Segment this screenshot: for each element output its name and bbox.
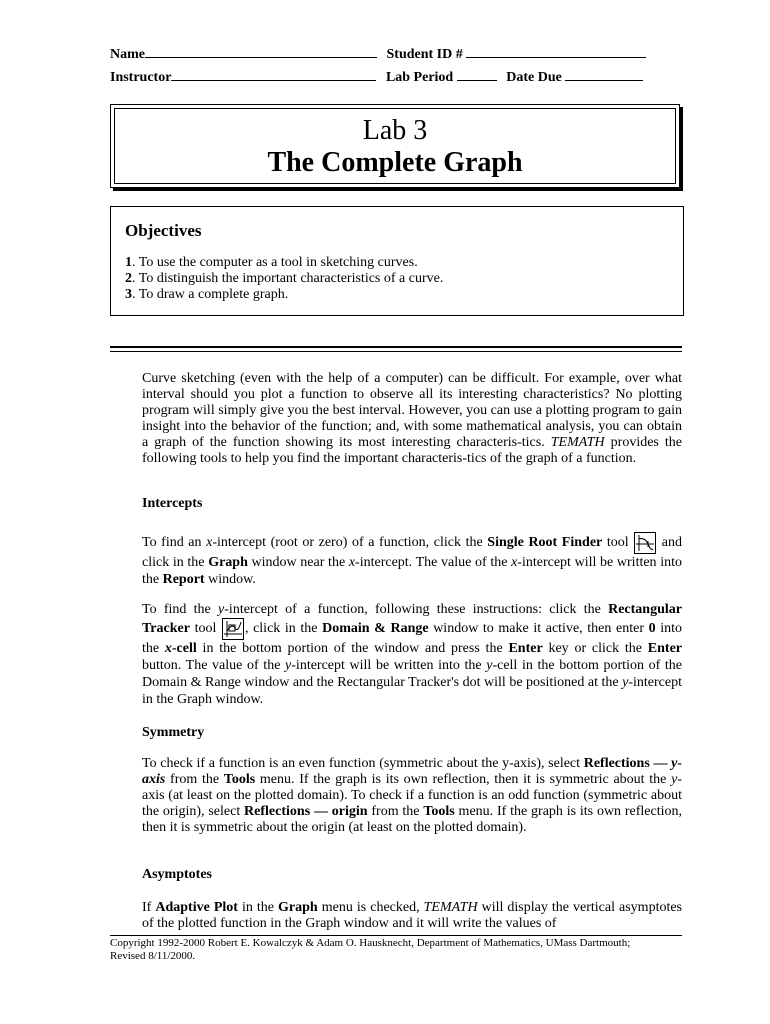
intercepts-heading: Intercepts bbox=[142, 496, 203, 511]
title-box bbox=[110, 104, 680, 188]
student-id-blank bbox=[466, 45, 646, 58]
objectives-list bbox=[125, 255, 443, 303]
title-inner-frame bbox=[114, 108, 676, 184]
date-due-blank bbox=[565, 68, 643, 81]
asymptotes-heading: Asymptotes bbox=[142, 867, 212, 882]
objective-item: 2. To distinguish the important characteristics of a curve. bbox=[125, 271, 444, 286]
symmetry-heading: Symmetry bbox=[142, 725, 205, 740]
lab-period-blank bbox=[457, 68, 497, 81]
objectives-heading: Objectives bbox=[125, 221, 202, 240]
student-id-label: Student ID # bbox=[386, 47, 463, 62]
footer bbox=[110, 937, 630, 963]
lab-subtitle: The Complete Graph bbox=[267, 147, 523, 178]
name-blank bbox=[145, 45, 377, 58]
single-root-finder-icon bbox=[634, 532, 656, 554]
copyright-line: Copyright 1992-2000 Robert E. Kowalczyk & Adam O. Hausknecht, Department of Mathematics, UMass Dartmouth; bbox=[110, 937, 631, 949]
instructor-blank bbox=[171, 68, 376, 81]
y-intercept-paragraph: To find the y-intercept of a function, following these instructions: click the Rectangular Tracker tool , click in the Domain & Range window to make it active, then enter 0 into the x-cell in the bottom portion of the window and press the Enter key or click the Enter button. The value of the y-intercept will be written into the y-cell in the bottom portion of the Domain & Range window and the Rectangular Tracker's dot will be positioned at the y-intercept in the Graph window. bbox=[142, 602, 682, 707]
instructor-row bbox=[110, 68, 643, 86]
name-label: Name bbox=[110, 47, 145, 62]
revision-line: Revised 8/11/2000. bbox=[110, 950, 196, 962]
intro-paragraph: Curve sketching (even with the help of a computer) can be difficult. For example, over what interval should you plot a function to observe all its interesting characteristics? No plotting program will simply give you the best interval. However, you can use a plotting program to gain insight into the behavior of the function; and, with some mathematical analysis, you can obtain a graph of the function showing its most interesting characteris-tics. TEMATH provides the following tools to help you find the important characteris-tics of the graph of a function. bbox=[142, 371, 682, 466]
objectives-box bbox=[110, 206, 684, 316]
objective-item: 3. To draw a complete graph. bbox=[125, 287, 289, 302]
date-due-label: Date Due bbox=[506, 70, 562, 85]
section-rule-thin bbox=[110, 351, 682, 352]
x-intercept-paragraph: To find an x-intercept (root or zero) of a function, click the Single Root Finder tool and click in the Graph window near the x-intercept. The value of the x-intercept will be written into the Report window. bbox=[142, 532, 682, 588]
symmetry-paragraph: To check if a function is an even function (symmetric about the y-axis), select Reflections — y-axis from the Tools menu. If the graph is its own reflection, then it is symmetric about the y-axis (at least on the plotted domain). To check if a function is an odd function (symmetric about the origin), select Reflections — origin from the Tools menu. If the graph is its own reflection, then it is symmetric about the origin (at least on the plotted domain). bbox=[142, 756, 683, 835]
footer-rule bbox=[110, 935, 682, 936]
rectangular-tracker-icon bbox=[222, 618, 244, 640]
instructor-label: Instructor bbox=[110, 70, 172, 85]
lab-period-label: Lab Period bbox=[385, 70, 454, 85]
name-row bbox=[110, 45, 646, 63]
asymptotes-paragraph: If Adaptive Plot in the Graph menu is checked, TEMATH will display the vertical asymptotes of the plotted function in the Graph window and it will write the values of bbox=[142, 900, 683, 931]
lab-title: Lab 3 bbox=[362, 115, 428, 146]
section-rule-thick bbox=[110, 346, 682, 348]
objective-item: 1. To use the computer as a tool in sketching curves. bbox=[125, 255, 418, 270]
